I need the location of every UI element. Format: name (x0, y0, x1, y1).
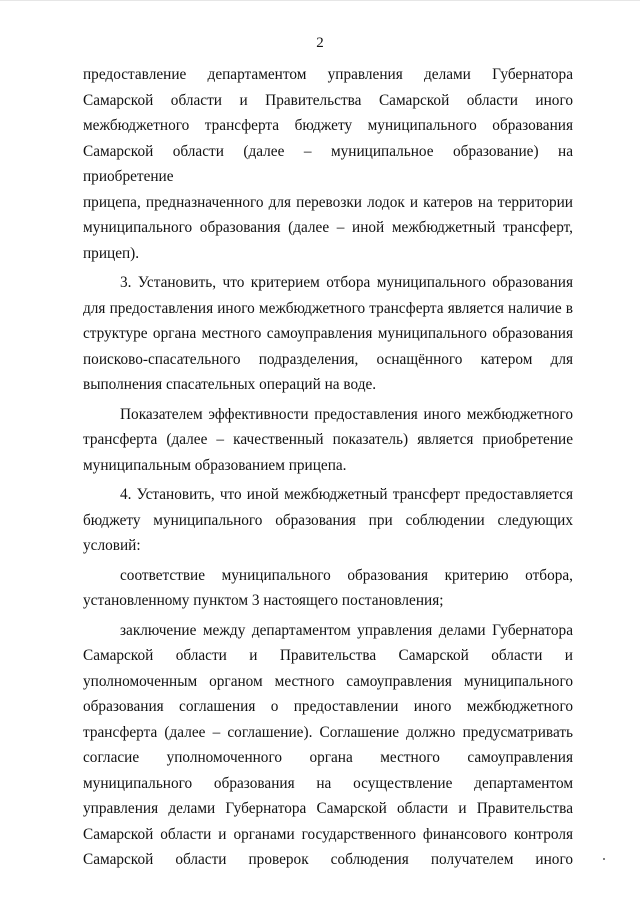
text-line: Самарской области и органами государственного финансового контроля (83, 825, 573, 843)
text-line: трансферта (далее – качественный показатель) является приобретение (83, 431, 573, 448)
page-number: 2 (316, 35, 324, 51)
text-line: Самарской области проверок соблюдения получателем иного (83, 851, 573, 868)
document-body (83, 62, 573, 873)
text-line: установленному пунктом 3 настоящего постановления; (83, 592, 444, 609)
paragraph-condition-2 (83, 618, 573, 873)
text-line: уполномоченным органом местного самоуправления муниципального (83, 672, 573, 690)
text-line: Показателем эффективности предоставления иного межбюджетного (120, 405, 573, 423)
text-line: муниципального образования на осуществление департаментом (83, 774, 573, 792)
paragraph-condition-1 (83, 563, 573, 614)
text-line: Самарской области (далее – муниципальное образование) на приобретение (83, 142, 573, 185)
text-line: прицеп). (83, 244, 140, 262)
text-line: муниципальным образованием прицепа. (83, 456, 347, 474)
text-line: Самарской области и Правительства Самарской области иного (83, 91, 573, 109)
text-line: прицепа, предназначенного для перевозки лодок и катеров на территории (83, 193, 573, 211)
text-line: управления делами Губернатора Самарской области и Правительства (83, 800, 573, 817)
text-line: согласие уполномоченного органа местного самоуправления (83, 749, 573, 766)
scan-speck (603, 858, 605, 860)
text-line: Самарской области и Правительства Самарской области и (83, 647, 573, 664)
scan-edge-line (0, 0, 640, 1)
text-line: трансферта (далее – соглашение). Соглашение должно предусматривать (83, 723, 573, 741)
text-line: предоставление департаментом управления делами Губернатора (83, 66, 573, 83)
text-line: муниципального образования (далее – иной межбюджетный трансферт, (83, 219, 573, 236)
text-line: поисково-спасательного подразделения, оснащённого катером для (83, 350, 573, 368)
text-line: 3. Установить, что критерием отбора муниципального образования (120, 274, 573, 291)
text-line: для предоставления иного межбюджетного трансферта является наличие в (83, 299, 573, 317)
paragraph-item-4 (83, 482, 573, 559)
paragraph-item-3 (83, 270, 573, 398)
text-line: структуре органа местного самоуправления муниципального образования (83, 325, 573, 342)
text-line: условий: (83, 537, 141, 554)
text-line: образования соглашения о предоставлении иного межбюджетного (83, 698, 573, 715)
text-line: заключение между департаментом управления делами Губернатора (120, 621, 573, 639)
paragraph-continuation (83, 62, 573, 266)
text-line: межбюджетного трансферта бюджету муниципального образования (83, 117, 573, 134)
text-line: выполнения спасательных операций на воде. (83, 376, 377, 393)
text-line: соответствие муниципального образования критерию отбора, (120, 566, 573, 584)
text-line: бюджету муниципального образования при соблюдении следующих (83, 511, 573, 529)
paragraph-indicator (83, 402, 573, 479)
text-line: 4. Установить, что иной межбюджетный трансферт предоставляется (120, 486, 573, 503)
